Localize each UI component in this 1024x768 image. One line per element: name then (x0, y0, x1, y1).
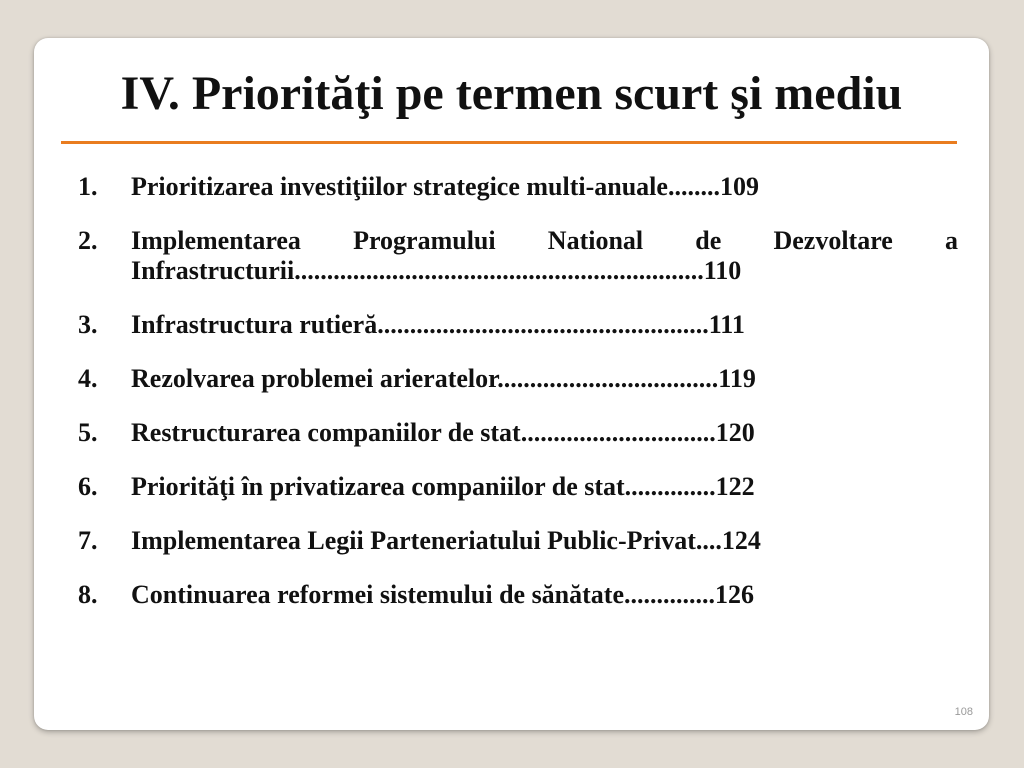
toc-item-number: 3. (78, 310, 98, 339)
toc-item-number: 8. (78, 580, 98, 609)
toc-item (78, 310, 958, 340)
toc-item-number: 5. (78, 418, 98, 447)
toc-item-text: Infrastructura rutieră...................................................111 (131, 310, 745, 339)
toc-item-text: Priorităţi în privatizarea companiilor de stat..............122 (131, 472, 755, 501)
slide-title: IV. Priorităţi pe termen scurt şi mediu (120, 67, 903, 120)
toc-item (78, 364, 958, 394)
toc-item-text: Restructurarea companiilor de stat..............................120 (131, 418, 755, 447)
slide (34, 38, 989, 730)
toc-item-text: Prioritizarea investiţiilor strategice multi-anuale........109 (131, 172, 759, 201)
toc-item (78, 418, 958, 448)
toc-item-number: 2. (78, 226, 98, 255)
toc-item (78, 226, 958, 286)
toc-item-number: 4. (78, 364, 98, 393)
page-number: 108 (954, 706, 973, 718)
toc-item-number: 7. (78, 526, 98, 555)
toc-item (78, 526, 958, 556)
toc-item-text: Implementarea Legii Parteneriatului Public-Privat....124 (131, 526, 761, 555)
toc-item-number: 6. (78, 472, 98, 501)
toc-item-text: Implementarea Programului National de Dezvoltare a Infrastructurii...............................................................110 (131, 226, 958, 285)
title-divider (61, 141, 957, 144)
toc-item (78, 472, 958, 502)
table-of-contents (78, 172, 958, 634)
toc-item-text: Continuarea reformei sistemului de sănătate..............126 (131, 580, 754, 609)
toc-item-text: Rezolvarea problemei arieratelor..................................119 (131, 364, 756, 393)
toc-item (78, 580, 958, 610)
toc-item-number: 1. (78, 172, 98, 201)
toc-item (78, 172, 958, 202)
